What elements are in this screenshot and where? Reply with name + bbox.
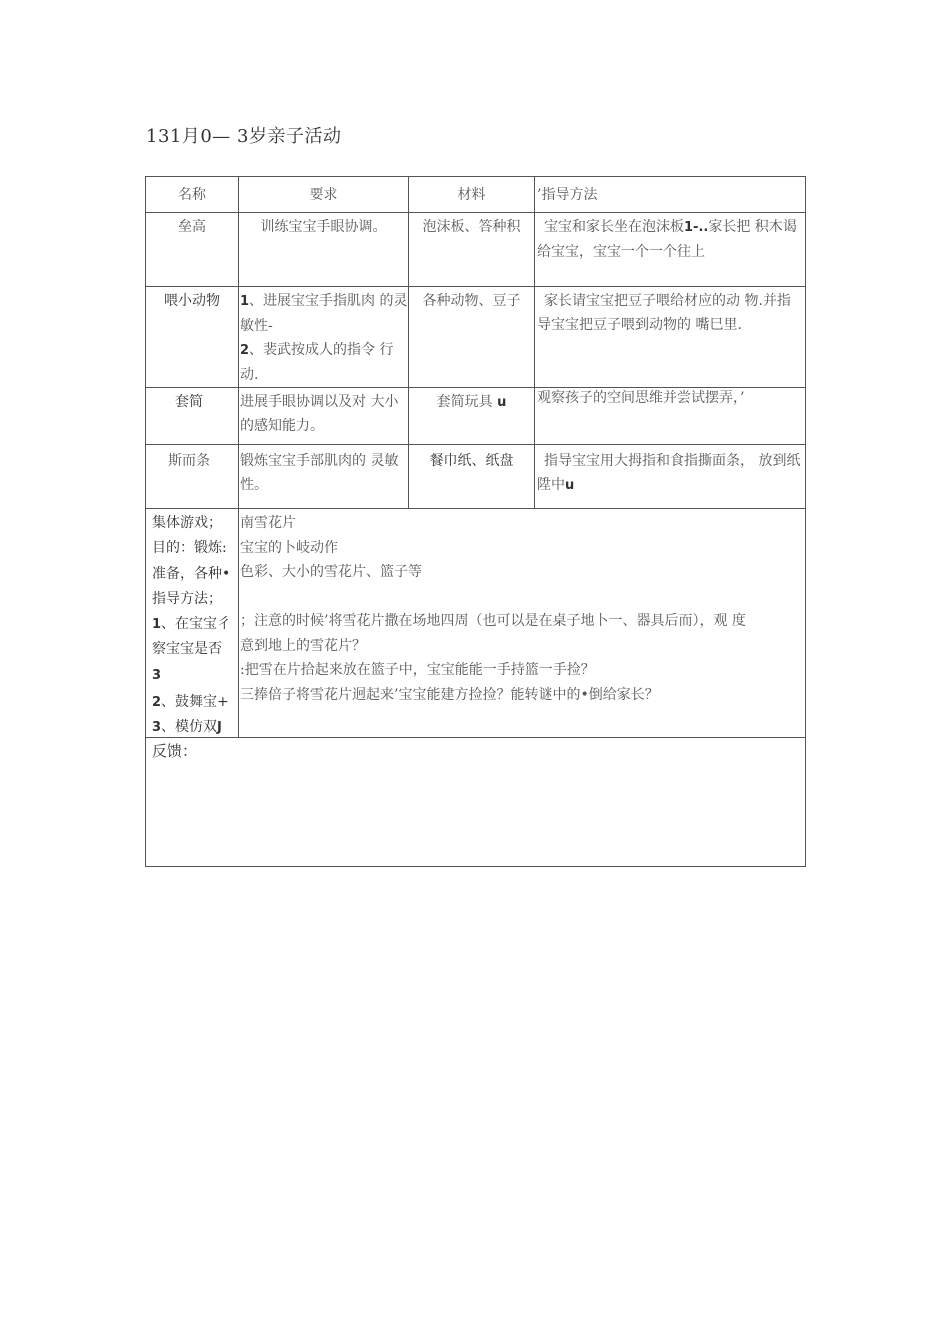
row-divider: [145, 286, 806, 287]
group-left-line: 集体游戏；: [152, 515, 222, 531]
row-4-material: 餐巾纸、纸盘: [429, 453, 514, 469]
header-name: 名称: [178, 187, 206, 203]
group-right-line: 色彩、大小的雪花片、篮子等: [240, 564, 422, 580]
group-left-line: 指导方法；: [152, 590, 222, 607]
row-1-name: 垒高: [178, 219, 206, 235]
group-left-text: 、鼓舞宝+: [161, 694, 229, 711]
group-right-line: 宝宝的卜岐动作: [240, 539, 338, 556]
row-2-requirement: [240, 289, 408, 387]
group-right-line: 三捧倍子将雪花片迥起来’宝宝能建方捡捡？能转谜中的•倒给家长？: [240, 686, 659, 703]
row-1-method-marker: 1-..: [684, 220, 709, 235]
row-2-req-num-2: 2: [240, 343, 250, 358]
header-requirement: 要求: [309, 187, 338, 203]
row-2-method: 家长请宝宝把豆子喂给材应的动 物.并指导宝宝把豆子喂到动物的 嘴巳里.: [537, 293, 791, 333]
row-2-name: 喂小动物: [164, 293, 220, 309]
row-4-method-marker: u: [565, 478, 575, 493]
group-left-tail: J: [217, 720, 222, 736]
row-1-method-text-cont: 家长把 积木谒给宝宝，宝宝一个一个往上: [537, 219, 797, 260]
row-4-name: 斯而条: [168, 453, 210, 469]
group-right-line: 意到地上的雪花片？: [240, 637, 366, 654]
group-right-line: :把雪在片拾起来放在篮子中，宝宝能能一手持篮一手捡？: [240, 662, 595, 678]
row-divider: [145, 212, 806, 213]
row-1-material: 泡沫板、答种积: [422, 219, 521, 235]
document-title: 131月0— 3岁亲子活动: [146, 126, 342, 147]
row-3-material-text: 套简玩具: [436, 394, 493, 410]
table-border-right: [805, 176, 806, 867]
row-4-method-text: 指导宝宝用大拇指和食指撕面条， 放到纸陞中: [537, 453, 801, 493]
row-1-method: [537, 215, 804, 264]
row-2-req-text-1: 、进展宝宝手指肌肉 的灵敏性-: [240, 293, 408, 334]
row-1-method-text: 宝宝和家长坐在泡沫板: [544, 219, 684, 235]
group-right-line: ；注意的时候’将雪花片撒在场地四周（也可以是在桌子地卜一、器具后而），观 度: [240, 613, 746, 629]
group-left-line: [152, 612, 238, 637]
group-left-num: 2: [152, 695, 162, 711]
group-left-line: [152, 715, 238, 740]
group-right-line: 南雪花片: [240, 515, 296, 531]
row-2-req-num-1: 1: [240, 294, 250, 309]
row-2-material: 各种动物、豆子: [422, 293, 521, 309]
header-method: ’指导方法: [537, 187, 598, 203]
column-divider: [534, 176, 535, 509]
row-3-method: 观察孩子的空间思维并尝试摆弄，’: [537, 390, 745, 406]
row-3-requirement: 进展手眼协调以及对 大小的感知能力。: [240, 394, 399, 434]
group-left-num: 1: [152, 617, 162, 633]
group-left-line: 目的：锻炼:: [152, 540, 227, 557]
row-3-material-marker: u: [497, 395, 507, 410]
row-divider: [145, 737, 806, 738]
row-1-requirement: 训练宝宝手眼协调。: [260, 219, 387, 235]
group-game-right: [240, 511, 805, 707]
column-divider: [238, 176, 239, 738]
group-left-text: 、在宝宝彳: [161, 616, 232, 633]
group-left-num: 3: [152, 667, 162, 683]
table-border-top: [145, 176, 806, 177]
row-4-method: [537, 449, 804, 498]
group-left-line: 察宝宝是否: [152, 641, 222, 658]
row-3-material: [409, 390, 534, 415]
feedback-label: 反馈：: [152, 742, 198, 760]
group-left-line: [152, 690, 238, 715]
row-2-req-text-2: 、裴武按成人的指令 行动.: [240, 342, 394, 383]
row-divider: [145, 444, 806, 445]
group-left-text: 、模仿双: [161, 719, 218, 736]
group-right-line: [240, 585, 805, 610]
row-3-name: 套简: [175, 394, 203, 410]
group-left-line: 准备，各种•: [152, 565, 231, 582]
group-left-num: 3: [152, 720, 162, 736]
header-material: 材料: [457, 187, 486, 203]
table-border-bottom: [145, 866, 806, 867]
group-game-left: [152, 511, 238, 741]
row-divider: [145, 508, 806, 509]
group-left-line: [152, 663, 238, 688]
table-border-left: [145, 176, 146, 867]
row-4-requirement: 锻炼宝宝手部肌肉的 灵敏性。: [240, 453, 399, 493]
